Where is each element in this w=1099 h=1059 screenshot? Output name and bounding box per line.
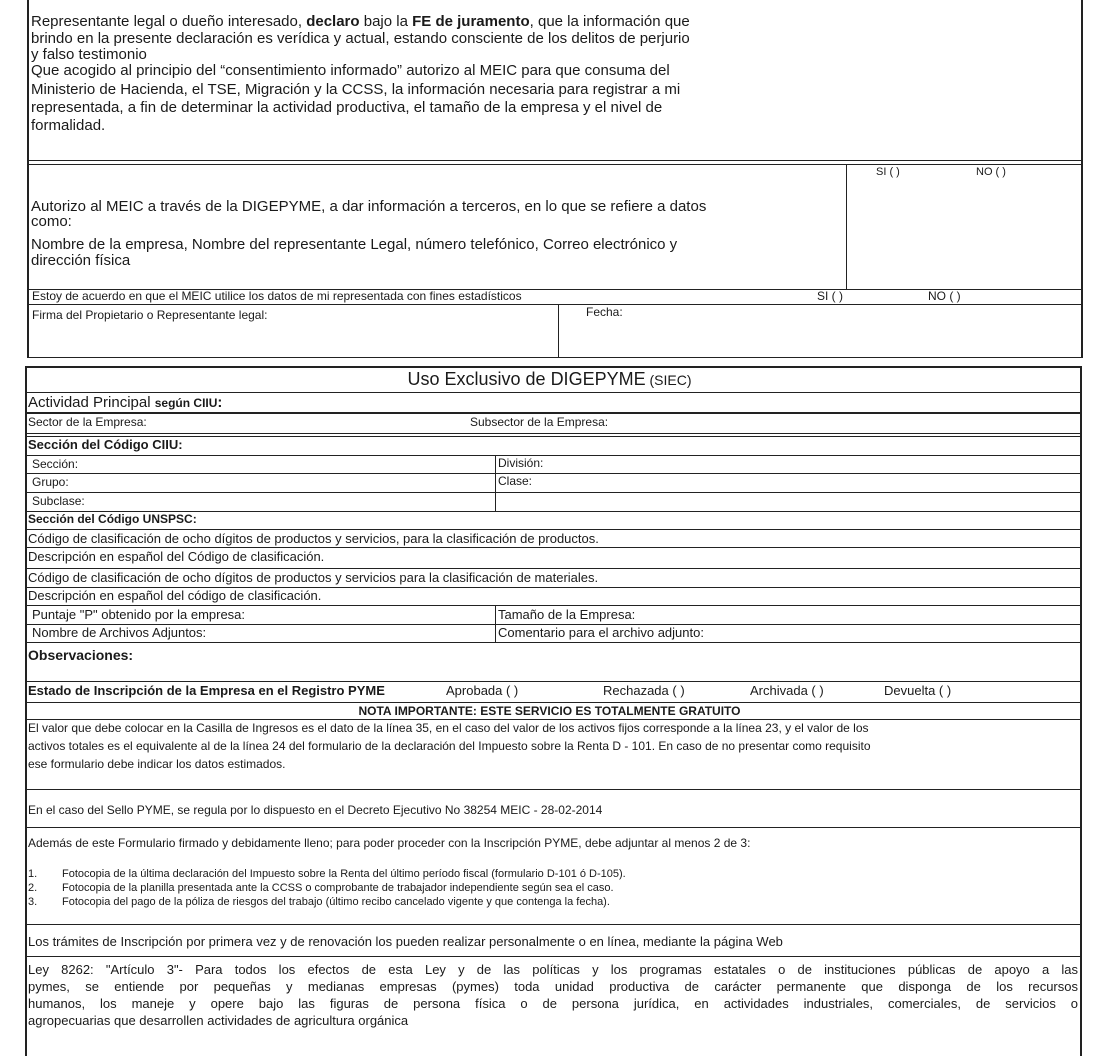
authorization-line-1: Autorizo al MEIC a través de la DIGEPYME, a dar información a terceros, en lo que se refiere a datos <box>31 198 707 215</box>
authorization-line-3: Nombre de la empresa, Nombre del representante Legal, número telefónico, Correo electrónico y <box>31 236 678 253</box>
declaration-line-6: representada, a fin de determinar la actividad productiva, el tamaño de la empresa y el nivel de <box>31 99 663 116</box>
row-line-16 <box>25 702 1082 703</box>
declaration-line-3: y falso testimonio <box>31 46 147 63</box>
activity-principal: Actividad Principal según CIIU: <box>28 394 223 411</box>
authorization-no[interactable]: NO ( ) <box>976 166 1006 178</box>
requirement-text: Fotocopia de la última declaración del Impuesto sobre la Renta del último período fiscal (formulario D-101 ó D-105). <box>62 868 626 880</box>
archivos-label: Nombre de Archivos Adjuntos: <box>32 625 207 640</box>
unspsc-row-4: Descripción en español del código de clasificación. <box>28 588 322 603</box>
ley-line-1: Ley 8262: "Artículo 3"- Para todos los efectos de esta Ley y de las políticas y los programas estatales o de instituciones públicas de apoyo a las <box>28 962 1078 977</box>
declaration-line-5: Ministerio de Hacienda, el TSE, Migración y la CCSS, la información necesaria para registrar a mi <box>31 81 681 98</box>
row-line-5 <box>25 473 1082 474</box>
estado-archivada[interactable]: Archivada ( ) <box>750 683 824 698</box>
casilla-line-1: El valor que debe colocar en la Casilla de Ingresos es el dato de la línea 35, en el caso del valor de los activos fijos corresponde a la línea 23, y el valor de los <box>28 721 869 735</box>
requirement-text: Fotocopia de la planilla presentada ante la CCSS o comprobante de trabajador independiente según sea el caso. <box>62 882 614 894</box>
sello-note: En el caso del Sello PYME, se regula por lo dispuesto en el Decreto Ejecutivo No 38254 MEIC - 28-02-2014 <box>28 803 603 817</box>
requirement-num: 3. <box>28 896 38 908</box>
important-note: NOTA IMPORTANTE: ESTE SERVICIO ES TOTALMENTE GRATUITO <box>358 704 741 718</box>
unspsc-row-1: Código de clasificación de ocho dígitos de productos y servicios, para la clasificación de productos. <box>28 531 599 546</box>
ciiu-col-divider <box>495 455 496 512</box>
requirement-num: 2. <box>28 882 38 894</box>
puntaje-label: Puntaje "P" obtenido por la empresa: <box>32 607 246 622</box>
seccion-label: Sección: <box>32 457 79 471</box>
tramites-note: Los trámites de Inscripción por primera vez y de renovación los pueden realizar personalmente o en línea, mediante la página Web <box>28 934 783 949</box>
row-line-12 <box>25 605 1082 606</box>
unspsc-row-2: Descripción en español del Código de clasificación. <box>28 549 325 564</box>
clase-label: Clase: <box>498 474 533 488</box>
authorization-line-4: dirección física <box>31 252 131 269</box>
estado-rechazada[interactable]: Rechazada ( ) <box>603 683 685 698</box>
divider-stats-bottom <box>27 304 1082 305</box>
requirement-text: Fotocopia del pago de la póliza de riesgos del trabajo (último recibo cancelado vigente y que contenga la fecha). <box>62 896 610 908</box>
divider-double-bottom <box>27 164 1082 165</box>
unspsc-row-3: Código de clasificación de ocho dígitos de productos y servicios para la clasificación de materiales. <box>28 570 599 585</box>
estado-aprobada[interactable]: Aprobada ( ) <box>446 683 519 698</box>
subclase-label: Subclase: <box>32 494 85 508</box>
tamano-label: Tamaño de la Empresa: <box>498 607 636 622</box>
row-line-8 <box>25 529 1082 530</box>
stats-consent-si[interactable]: SI ( ) <box>817 289 843 303</box>
row-line-19 <box>25 827 1082 828</box>
grupo-label: Grupo: <box>32 475 69 489</box>
authorization-si[interactable]: SI ( ) <box>876 166 900 178</box>
top-bottom-border <box>27 357 1082 358</box>
ley-line-4: agropecuarias que desarrollen actividades de agricultura orgánica <box>28 1013 409 1028</box>
declaration-line-7: formalidad. <box>31 117 106 134</box>
exclusive-title: Uso Exclusivo de DIGEPYME (SIEC) <box>407 369 692 389</box>
stats-consent-text: Estoy de acuerdo en que el MEIC utilice los datos de mi representada con fines estadísticos <box>32 289 522 303</box>
row-line-17 <box>25 719 1082 720</box>
row-line-21 <box>25 956 1082 957</box>
ciiu-header: Sección del Código CIIU: <box>28 437 183 452</box>
division-label: División: <box>498 456 544 470</box>
row-line-20 <box>25 924 1082 925</box>
declaration-line-4: Que acogido al principio del “consentimiento informado” autorizo al MEIC para que consuma del <box>31 62 670 79</box>
divider-double-top <box>27 160 1082 161</box>
date-label: Fecha: <box>586 305 623 319</box>
row-line-6 <box>25 492 1082 493</box>
observaciones-label: Observaciones: <box>28 647 134 663</box>
declaration-line-2: brindo en la presente declaración es verídica y actual, estando consciente de los delitos de perjurio <box>31 30 690 47</box>
estado-row: Estado de Inscripción de la Empresa en el Registro PYME <box>28 683 385 698</box>
row-line-2 <box>25 412 1082 414</box>
row-line-15 <box>25 681 1082 682</box>
row-line-14 <box>25 642 1082 643</box>
ley-line-3: humanos, los maneje y opere bajo las figuras de persona física o de persona jurídica, en actividades industriales, comerciales, de servicios o <box>28 996 1078 1011</box>
row-line-3 <box>25 433 1082 434</box>
requirement-num: 1. <box>28 868 38 880</box>
subsector-label: Subsector de la Empresa: <box>470 415 609 429</box>
casilla-line-2: activos totales es el equivalente al de la línea 24 del formulario de la declaración del Impuesto sobre la Renta D - 101. En caso de no presentar como requisito <box>28 739 871 753</box>
declaration-line-1: Representante legal o dueño interesado, declaro bajo la FE de juramento, que la información que <box>31 13 690 30</box>
row-line-18 <box>25 789 1082 790</box>
row-line-10 <box>25 568 1082 569</box>
signature-label: Firma del Propietario o Representante legal: <box>32 308 268 322</box>
table-top-border <box>25 366 1082 368</box>
row-line-4 <box>25 455 1082 456</box>
stats-consent-no[interactable]: NO ( ) <box>928 289 961 303</box>
ley-8262 <box>28 961 1078 1029</box>
sector-label: Sector de la Empresa: <box>28 415 147 429</box>
estado-devuelta[interactable]: Devuelta ( ) <box>884 683 952 698</box>
signature-divider <box>558 304 559 358</box>
row-line-9 <box>25 547 1082 548</box>
unspsc-header: Sección del Código UNSPSC: <box>28 512 197 526</box>
ley-line-2: pymes, se entiende por pequeñas y medianas empresas (pymes) toda unidad productiva de carácter permanente que disponga de los recursos <box>28 979 1078 994</box>
authorization-divider <box>846 164 847 289</box>
row-line-3b <box>25 436 1082 437</box>
casilla-line-3: ese formulario debe indicar los datos estimados. <box>28 757 286 771</box>
ademas-note: Además de este Formulario firmado y debidamente lleno; para poder proceder con la Inscripción PYME, debe adjuntar al menos 2 de 3: <box>28 836 751 850</box>
authorization-line-2: como: <box>31 213 72 230</box>
comentario-label: Comentario para el archivo adjunto: <box>498 625 704 640</box>
row-line-1 <box>25 392 1082 393</box>
